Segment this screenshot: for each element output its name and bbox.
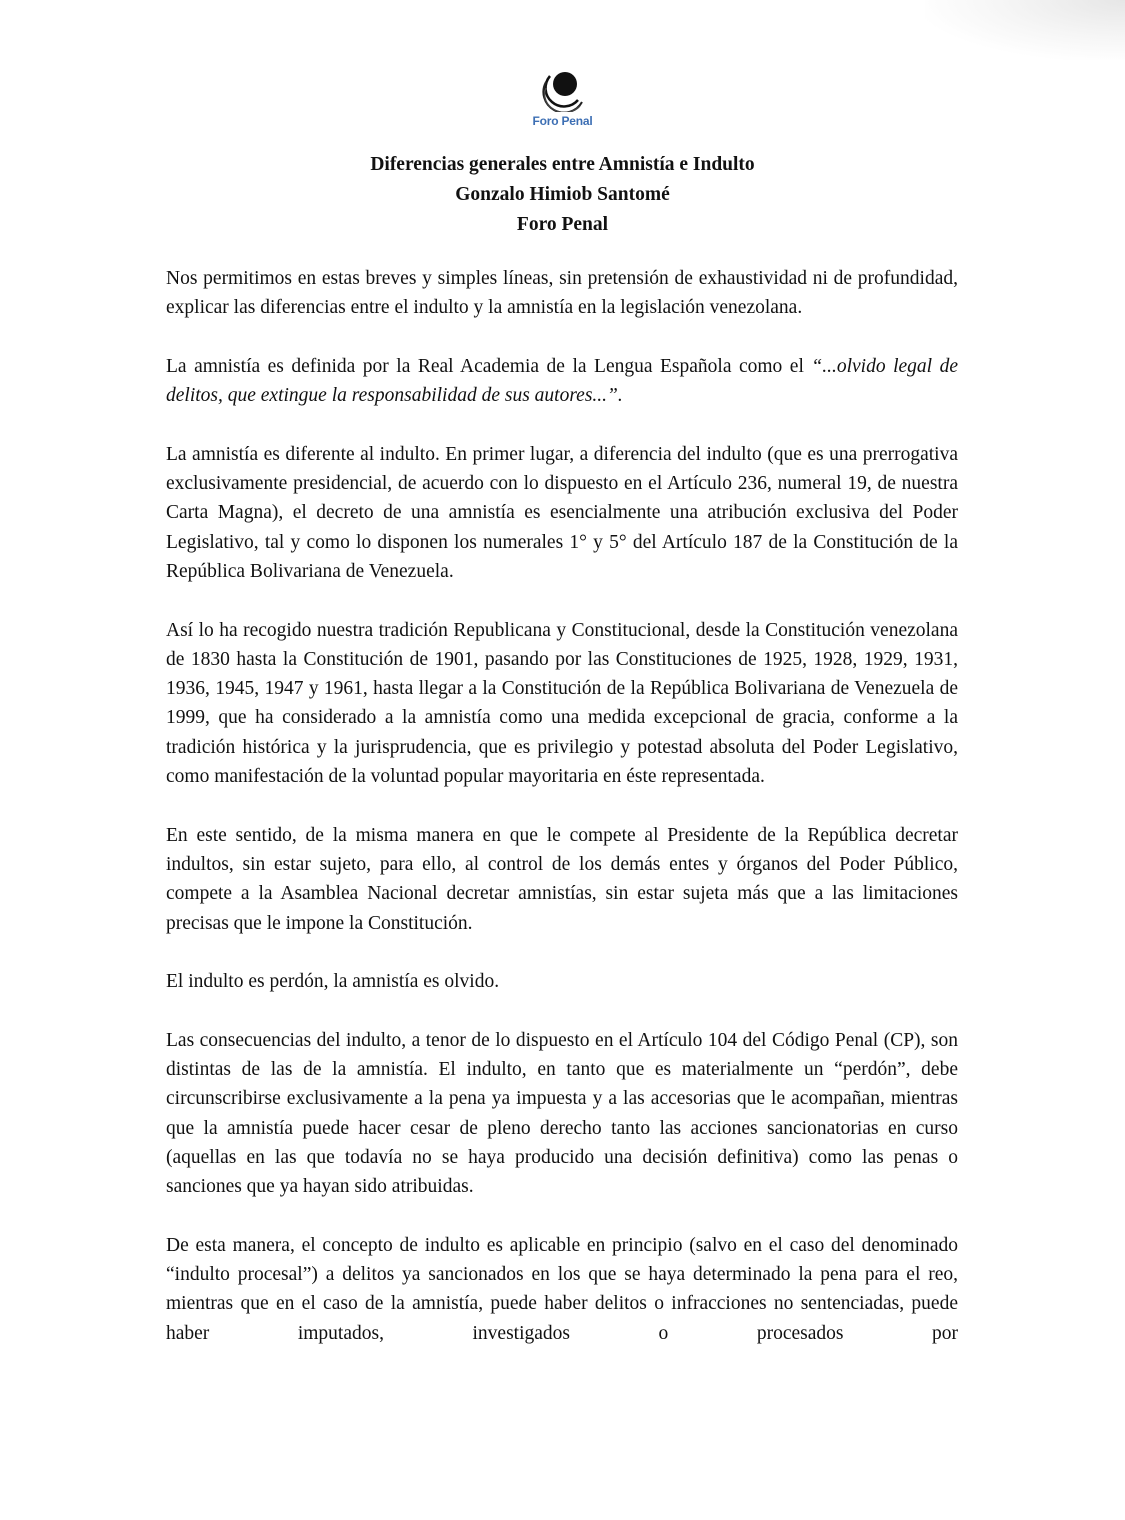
paragraph: En este sentido, de la misma manera en que le compete al Presidente de la República decretar indultos, sin estar sujeto, para ello, al control de los demás entes y órganos del Poder Público, compete a la Asamblea Nacional decretar amnistías, sin estar sujeta más que a las limitaciones precisas que le impone la Constitución. xyxy=(166,824,958,934)
logo-text: Foro Penal xyxy=(532,114,593,128)
organization-line: Foro Penal xyxy=(516,214,609,235)
paragraph xyxy=(166,352,958,411)
quotation: “...olvido legal de delitos, que extingue la responsabilidad de sus autores...”. xyxy=(166,355,959,407)
paragraph: La amnistía es diferente al indulto. En primer lugar, a diferencia del indulto (que es una prerrogativa exclusivamente presidencial, de acuerdo con lo dispuesto en el Artículo 236, numeral 19, de nuestra Carta Magna), el decreto de una amnistía es esencialmente una atribución exclusiva del Poder Legislativo, tal y como lo disponen los numerales 1° y 5° del Artículo 187 de la Constitución de la República Bolivariana de Venezuela. xyxy=(166,443,958,582)
foro-penal-logo xyxy=(0,66,1125,128)
foro-penal-logo-icon xyxy=(538,66,588,112)
author-line: Gonzalo Himiob Santomé xyxy=(455,184,670,205)
document-body xyxy=(166,264,958,1377)
paragraph-text: La amnistía es definida por la Real Academia de la Lengua Española como el xyxy=(166,355,812,377)
paragraph: De esta manera, el concepto de indulto es aplicable en principio (salvo en el caso del denominado “indulto procesal”) a delitos ya sancionados en los que se haya determinado la pena para el reo, mientras que en el caso de la amnistía, puede haber delitos o infracciones no sentenciadas, puede haber imputados, investigados o procesados por xyxy=(166,1234,958,1344)
paragraph: Así lo ha recogido nuestra tradición Republicana y Constitucional, desde la Constitución venezolana de 1830 hasta la Constitución de 1901, pasando por las Constituciones de 1925, 1928, 1929, 1931, 1936, 1945, 1947 y 1961, hasta llegar a la Constitución de la República Bolivariana de Venezuela de 1999, que ha considerado a la amnistía como una medida excepcional de gracia, conforme a la tradición histórica y la jurisprudencia, que es privilegio y potestad absoluta del Poder Legislativo, como manifestación de la voluntad popular mayoritaria en éste representada. xyxy=(166,619,958,788)
paragraph: El indulto es perdón, la amnistía es olvido. xyxy=(166,971,500,993)
document-title xyxy=(0,150,1125,240)
title-line: Diferencias generales entre Amnistía e Indulto xyxy=(370,154,755,175)
paragraph: Las consecuencias del indulto, a tenor de lo dispuesto en el Artículo 104 del Código Penal (CP), son distintas de las de la amnistía. El indulto, en tanto que es materialmente un “perdón”, debe circunscribirse exclusivamente a la pena ya impuesta y a las accesorias que le acompañan, mientras que la amnistía puede hacer cesar de pleno derecho tanto las acciones sancionatorias en curso (aquellas en las que todavía no se haya producido una decisión definitiva) como las penas o sanciones que ya hayan sido atribuidas. xyxy=(166,1029,958,1198)
page-corner-shadow xyxy=(925,0,1125,60)
paragraph: Nos permitimos en estas breves y simples líneas, sin pretensión de exhaustividad ni de profundidad, explicar las diferencias entre el indulto y la amnistía en la legislación venezolana. xyxy=(166,268,958,319)
